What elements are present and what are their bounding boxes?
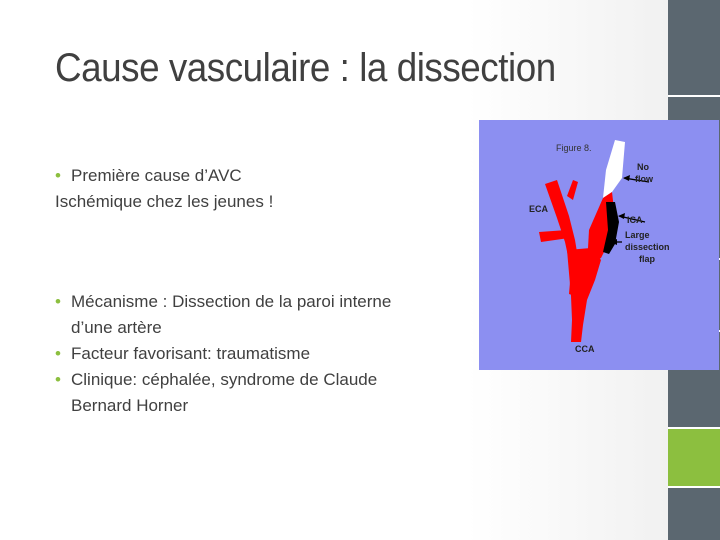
label-ica: ICA <box>627 215 643 225</box>
figure-caption: Figure 8. <box>556 143 592 153</box>
bullet-dot-icon: • <box>55 292 61 311</box>
label-eca: ECA <box>529 204 549 214</box>
sidebar-accent-segment <box>668 429 720 486</box>
no-flow-lumen <box>603 140 625 198</box>
bullet-text: Facteur favorisant: traumatisme <box>71 344 311 363</box>
label-no-flow: flow <box>635 174 653 184</box>
artery-diagram <box>479 120 719 370</box>
artery-dissection-figure <box>479 120 719 370</box>
bullet-continuation: d’une artère <box>71 318 162 337</box>
label-flap: dissection <box>625 242 670 252</box>
bullet-text: Première cause d’AVC <box>71 166 242 185</box>
label-cca: CCA <box>575 344 595 354</box>
bullet-dot-icon: • <box>55 166 61 185</box>
sidebar-segment <box>668 488 720 540</box>
slide-title: Cause vasculaire : la dissection <box>55 46 556 90</box>
bullet-list <box>55 289 475 419</box>
bullet-dot-icon: • <box>55 344 61 363</box>
bullet-dot-icon: • <box>55 370 61 389</box>
bullet-continuation: Bernard Horner <box>71 396 189 415</box>
intro-block <box>55 163 475 215</box>
label-flap: Large <box>625 230 650 240</box>
sidebar-segment <box>668 0 720 95</box>
bullet-text: Clinique: céphalée, syndrome de Claude <box>71 370 378 389</box>
cca-artery <box>567 248 601 342</box>
arrow-head-icon <box>623 175 630 181</box>
eca-branch <box>567 180 578 200</box>
bullet-item <box>55 163 475 189</box>
bullet-text: Mécanisme : Dissection de la paroi interne <box>71 292 392 311</box>
plain-line: Ischémique chez les jeunes ! <box>55 192 274 211</box>
bullet-item <box>55 367 475 393</box>
bullet-item <box>55 341 475 367</box>
label-no-flow: No <box>637 162 649 172</box>
label-flap: flap <box>639 254 656 264</box>
bullet-item <box>55 289 475 315</box>
arrow-head-icon <box>618 213 625 219</box>
